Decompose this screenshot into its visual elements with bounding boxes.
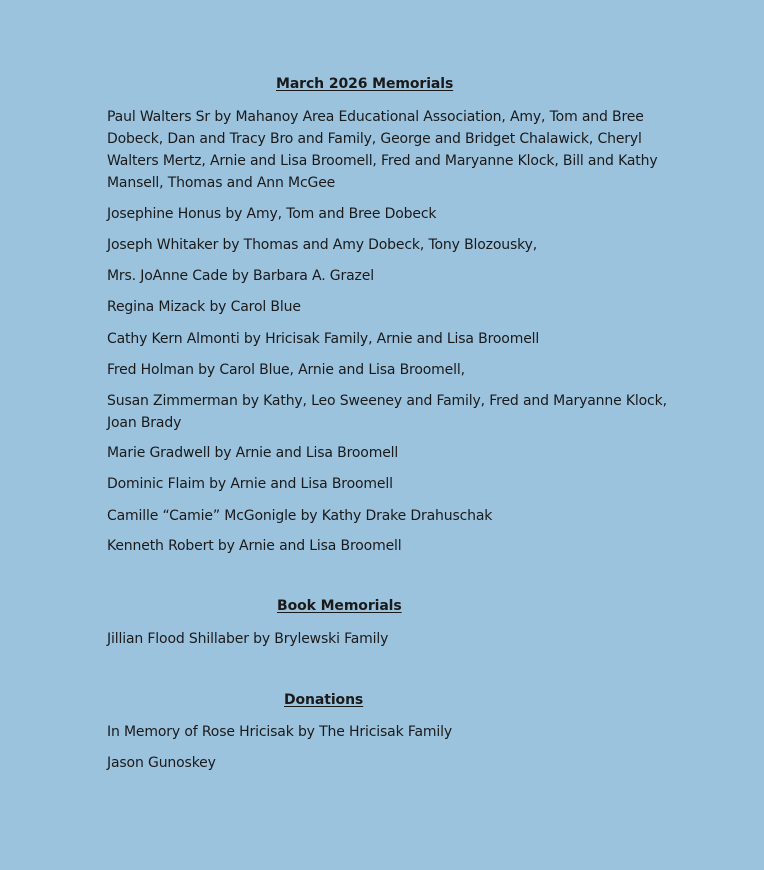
memorial-entry-fred-holman: Fred Holman by Carol Blue, Arnie and Lisa Broomell, — [107, 362, 465, 378]
book-memorial-entry-jillian-flood-shillaber: Jillian Flood Shillaber by Brylewski Family — [107, 631, 389, 647]
memorial-entry-marie-gradwell: Marie Gradwell by Arnie and Lisa Broomell — [107, 445, 399, 461]
donation-entry-rose-hricisak: In Memory of Rose Hricisak by The Hricisak Family — [107, 724, 452, 740]
donations-heading: Donations — [284, 692, 364, 708]
book-memorials-heading: Book Memorials — [277, 598, 402, 614]
memorial-entry-regina-mizack: Regina Mizack by Carol Blue — [107, 299, 301, 315]
memorial-entry-kenneth-robert: Kenneth Robert by Arnie and Lisa Broomell — [107, 538, 402, 554]
memorial-entry-cathy-kern-almonti: Cathy Kern Almonti by Hricisak Family, Arnie and Lisa Broomell — [107, 331, 540, 347]
memorial-entry-susan-zimmerman: Susan Zimmerman by Kathy, Leo Sweeney and Family, Fred and Maryanne Klock, Joan Brady — [107, 393, 667, 431]
memorial-entry-josephine-honus: Josephine Honus by Amy, Tom and Bree Dobeck — [107, 206, 437, 222]
donation-entry-jason-gunoskey: Jason Gunoskey — [107, 755, 216, 771]
march-memorials-heading: March 2026 Memorials — [276, 76, 454, 92]
memorial-entry-dominic-flaim: Dominic Flaim by Arnie and Lisa Broomell — [107, 476, 393, 492]
memorial-entry-camille-mcgonigle: Camille “Camie” McGonigle by Kathy Drake Drahuschak — [107, 508, 493, 524]
memorial-entry-paul-walters: Paul Walters Sr by Mahanoy Area Educational Association, Amy, Tom and Bree Dobeck, Dan and Tracy Bro and Family, George and Bridget Chalawick, Cheryl Walters Mertz, Arnie and Lisa Broomell, Fred and Maryanne Klock, Bill and Kathy Mansell, Thomas and Ann McGee — [107, 109, 658, 191]
memorial-entry-joseph-whitaker: Joseph Whitaker by Thomas and Amy Dobeck, Tony Blozousky, — [107, 237, 538, 253]
memorial-entry-joanne-cade: Mrs. JoAnne Cade by Barbara A. Grazel — [107, 268, 374, 284]
